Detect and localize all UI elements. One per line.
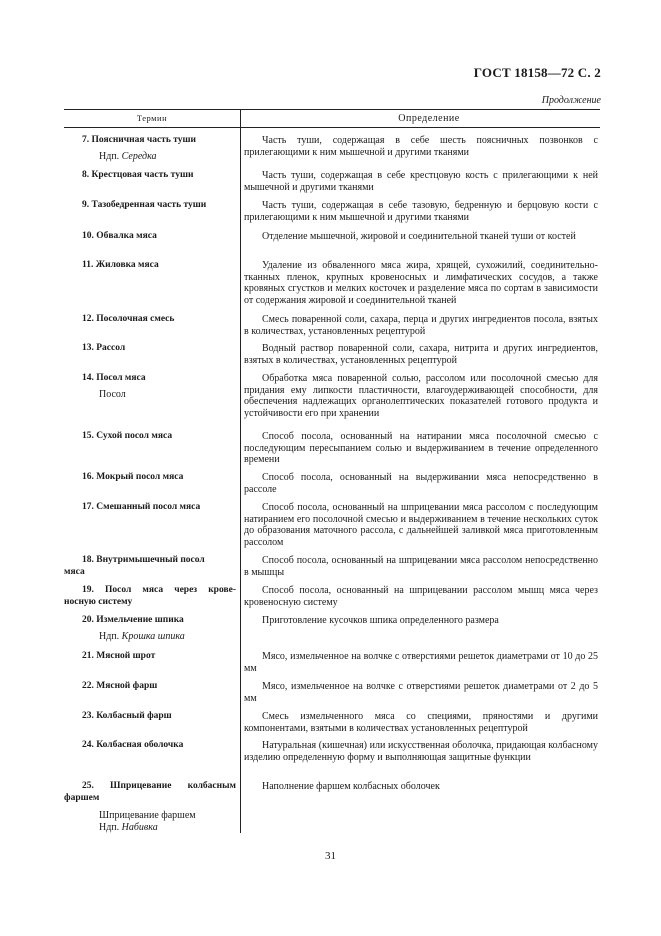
term-label: 19. Посол мяса через крове- xyxy=(82,585,236,595)
continuation-label: Продолжение xyxy=(541,95,601,106)
term-label: 12. Посолочная смесь xyxy=(82,314,175,324)
term-cell xyxy=(64,135,236,162)
term-cell xyxy=(64,170,236,182)
definition-cell: Часть туши, содержащая в себе крестцовую кость с прилегающими к ней мышечной и другими тканями xyxy=(244,170,598,193)
term-label: 25. Шприцевание колбасным xyxy=(82,781,236,791)
definition-cell: Мясо, измельченное на волчке с отверстиями решеток диаметрами от 2 до 5 мм xyxy=(244,681,598,704)
term-label: 21. Мясной шрот xyxy=(82,651,156,661)
definition-cell: Водный раствор поваренной соли, сахара, нитрита и других ингредиентов, взятых в количествах, установленных рецептурой xyxy=(244,343,598,366)
term-label: 18. Внутримышечный посол xyxy=(82,555,205,565)
term-label: 14. Посол мяса xyxy=(82,373,146,383)
term-cell xyxy=(64,555,236,578)
term-label-continuation: фаршем xyxy=(64,792,100,803)
term-cell xyxy=(64,472,236,484)
term-synonym: Ндп. Крошка шпика xyxy=(99,630,185,642)
term-label-continuation: носную систему xyxy=(64,596,133,607)
term-label: 16. Мокрый посол мяса xyxy=(82,472,184,482)
term-cell xyxy=(64,260,236,272)
term-cell xyxy=(64,314,236,326)
term-label: 10. Обвалка мяса xyxy=(82,231,157,241)
definition-cell: Способ посола, основанный на шприцевании мяса рассолом с последующим натиранием его посолочной смесью и выдерживанием в течение нескольких суток до образования маточного рассола, с дальнейшей заливкой мяса приготовленным рассолом xyxy=(244,502,598,548)
definition-cell: Мясо, измельченное на волчке с отверстиями решеток диаметрами от 10 до 25 мм xyxy=(244,651,598,674)
term-label: 8. Крестцовая часть туши xyxy=(82,170,194,180)
page-number: 31 xyxy=(325,850,336,862)
term-cell xyxy=(64,615,236,642)
term-label: 7. Поясничная часть туши xyxy=(82,135,197,145)
term-cell xyxy=(64,431,236,443)
table-top-rule xyxy=(64,109,600,110)
definition-cell: Удаление из обваленного мяса жира, хрящей, сухожилий, соединительно-тканных пленок, крупных кровеносных и лимфатических сосудов, а также кровяных сгустков и мелких косточек и разделение мяса по сортам в зависимости от содержания жировой и соединительной тканей xyxy=(244,260,598,306)
term-label: 9. Тазобедренная часть туши xyxy=(82,200,207,210)
term-label: 20. Измельчение шпика xyxy=(82,615,184,625)
definition-cell: Смесь измельченного мяса со специями, пряностями и другими компонентами, взятыми в количествах установленных рецептурой xyxy=(244,711,598,734)
definition-cell: Часть туши, содержащая в себе тазовую, бедренную и берцовую кости с прилегающими к ним мышечной и другими тканями xyxy=(244,200,598,223)
definition-cell: Смесь поваренной соли, сахара, перца и других ингредиентов посола, взятых в количествах, установленных рецептурой xyxy=(244,314,598,337)
term-cell xyxy=(64,651,236,663)
term-cell xyxy=(64,373,236,400)
term-cell xyxy=(64,231,236,243)
term-cell xyxy=(64,502,236,514)
term-cell xyxy=(64,781,236,833)
definition-cell: Способ посола, основанный на шприцевании рассолом мышц мяса через кровеносную систему xyxy=(244,585,598,608)
definition-cell: Способ посола, основанный на натирании мяса посолочной смесью с последующим пересыпанием солью и выдерживанием в течение определенного времени xyxy=(244,431,598,465)
term-synonym: Ндп. Набивка xyxy=(99,821,158,833)
definition-cell: Способ посола, основанный на шприцевании мяса рассолом непосредственно в мышцы xyxy=(244,555,598,578)
term-label: 11. Жиловка мяса xyxy=(82,260,159,270)
definition-cell: Наполнение фаршем колбасных оболочек xyxy=(262,781,440,792)
term-alternative: Посол xyxy=(99,388,126,400)
term-cell xyxy=(64,740,236,752)
column-header-definition: Определение xyxy=(398,113,460,124)
column-header-term: Термин xyxy=(136,113,168,123)
term-label: 24. Колбасная оболочка xyxy=(82,740,184,750)
term-alternative: Шприцевание фаршем xyxy=(99,810,196,821)
definition-cell: Приготовление кусочков шпика определенного размера xyxy=(262,615,499,626)
term-cell xyxy=(64,681,236,693)
definition-cell: Отделение мышечной, жировой и соединительной тканей туши от костей xyxy=(262,231,576,242)
term-cell xyxy=(64,585,236,608)
definition-cell: Часть туши, содержащая в себе шесть поясничных позвонков с прилегающими к ним мышечной и другими тканями xyxy=(244,135,598,158)
term-label: 13. Рассол xyxy=(82,343,126,353)
table-column-divider xyxy=(240,109,241,833)
term-label: 23. Колбасный фарш xyxy=(82,711,172,721)
definition-cell: Способ посола, основанный на выдерживании мяса непосредственно в рассоле xyxy=(244,472,598,495)
definition-cell: Натуральная (кишечная) или искусственная оболочка, придающая колбасному изделию определенную форму и выполняющая защитные функции xyxy=(244,740,598,763)
term-label: 22. Мясной фарш xyxy=(82,681,158,691)
term-label: 15. Сухой посол мяса xyxy=(82,431,173,441)
term-label: 17. Смешанный посол мяса xyxy=(82,502,201,512)
term-synonym: Ндп. Середка xyxy=(99,150,157,162)
term-cell xyxy=(64,711,236,723)
term-cell xyxy=(64,343,236,355)
table-header-rule xyxy=(64,127,600,128)
term-label-continuation: мяса xyxy=(64,566,85,577)
definition-cell: Обработка мяса поваренной солью, рассолом или посолочной смесью для придания ему липкости пластичности, влагоудерживающей способности, для обеспечения надлежащих органолептических показателей готового продукта и устойчивости его при хранении xyxy=(244,373,598,419)
term-cell xyxy=(64,200,236,212)
document-code: ГОСТ 18158—72 С. 2 xyxy=(473,65,601,80)
